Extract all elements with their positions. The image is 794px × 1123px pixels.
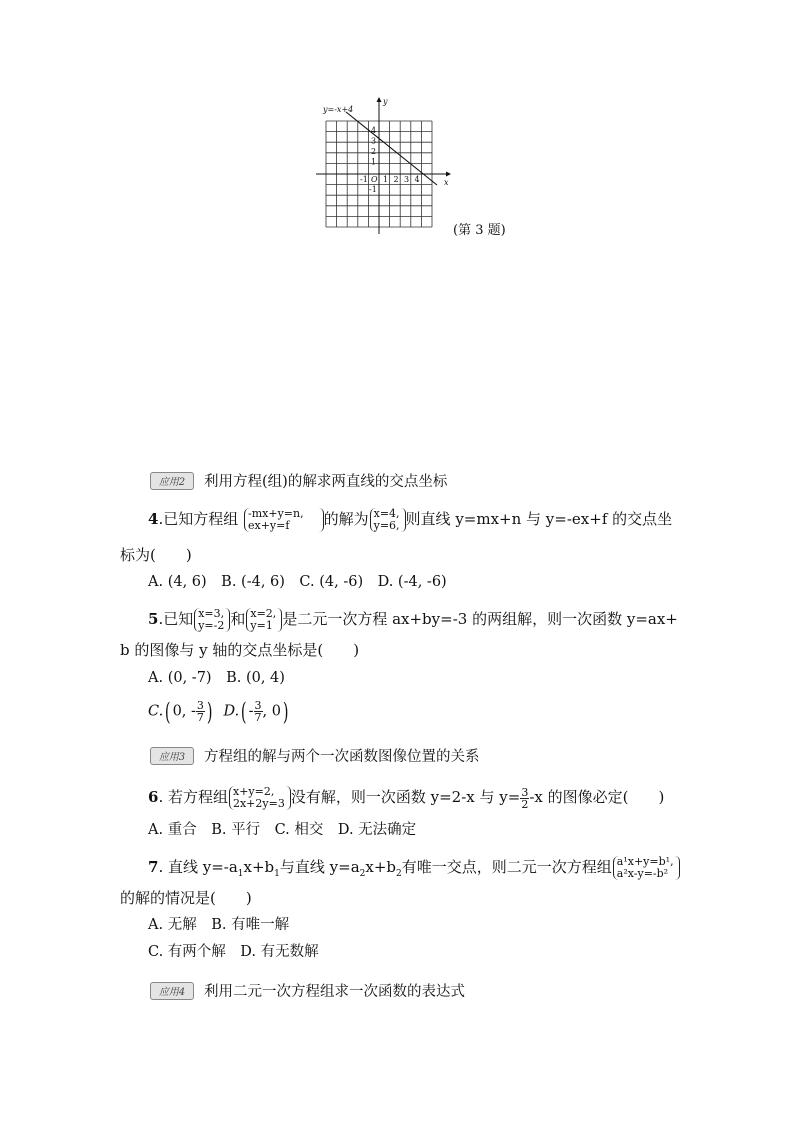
question-text: 没有解，则一次函数 y=2-x 与 y= [290,788,521,806]
y-tick-1: 1 [371,157,377,167]
numerator: 3 [521,785,529,799]
fraction [196,700,205,723]
section-badge: 应用4 [150,982,194,1000]
equation-system [229,786,285,810]
question-text: 和 [230,610,246,628]
section-heading-4 [150,980,465,1001]
question-4-line-2: 标为( ) [120,546,192,564]
option-label: C. [148,703,164,720]
question-5-options-ab: A. (0, -7) B. (0, 4) [148,670,285,686]
x-axis-label: x [444,178,449,187]
equation-row: x+y=2, [232,785,275,798]
question-7-line-1 [148,856,680,884]
question-number: 7 [148,858,159,876]
y-axis-arrow [377,97,382,102]
question-text: .已知 [158,610,194,628]
paren: ( [241,697,247,726]
question-text: 的解为 [323,510,369,528]
line-label: y=-x+4 [323,105,354,114]
section-heading-2 [150,470,447,491]
question-text: 与直线 y=a [279,858,360,876]
question-text: 有唯一交点，则二元一次方程组 [401,858,612,876]
equation-row: y=6, [373,519,400,532]
question-text: x+b [365,858,397,876]
section-heading-3 [150,745,480,766]
equation-row: 2x+2y=3 [232,797,285,810]
equation-row: y=-2 [198,619,225,632]
option-label: D. [223,703,240,720]
question-4-line-1 [148,508,672,532]
solution-system [370,508,400,532]
x-tick-1: 1 [383,175,389,184]
question-text: . 直线 y=-a [158,858,238,876]
equation-row: ex+y=f [248,519,290,532]
brace-right [675,856,680,880]
question-5-line-2: b 的图像与 y 轴的交点坐标是( ) [120,641,360,659]
subscript: 1 [274,869,280,879]
y-axis-label: y [383,97,388,106]
x-tick-3: 3 [404,175,410,184]
x-axis-arrow [446,172,451,177]
question-number: 4 [148,510,159,528]
figure-caption: (第 3 题) [453,223,506,238]
question-text: . 若方程组 [158,788,228,806]
question-5-line-1 [148,608,678,632]
equation-row: a²x-y=-b² [616,867,669,880]
question-7-line-2: 的解的情况是( ) [120,889,252,907]
denominator: 7 [254,711,262,724]
equation-row: x=2, [250,607,277,620]
question-4-options: A. (4, 6) B. (-4, 6) C. (4, -6) D. (-4, -6) [148,574,447,590]
section-badge: 应用3 [150,747,194,765]
equation-row: x=3, [198,607,225,620]
question-7-options-ab: A. 无解 B. 有唯一解 [148,917,290,933]
question-text: 则直线 y=mx+n 与 y=-ex+f 的交点坐 [405,510,673,528]
origin-label: O [371,175,378,184]
fraction [254,700,263,723]
x-tick-neg1: -1 [360,175,368,184]
y-tick-2: 2 [371,147,377,156]
x-tick-4: 4 [414,175,420,184]
question-6-line-1 [148,786,664,810]
section-title: 利用方程(组)的解求两直线的交点坐标 [204,474,448,490]
option-value: 0, - [172,703,196,720]
section-title: 方程组的解与两个一次函数图像位置的关系 [204,749,480,765]
solution-system-1 [194,608,224,632]
equation-row: x=4, [373,507,400,520]
question-6-options: A. 重合 B. 平行 C. 相交 D. 无法确定 [148,822,417,838]
equation-system [613,856,674,880]
paren: ( [165,697,171,726]
section-title: 利用二元一次方程组求一次函数的表达式 [204,984,465,1000]
section-badge: 应用2 [150,472,194,490]
paren: ) [282,697,289,726]
equation-system [244,508,304,532]
question-text: -x 的图像必定( ) [529,788,665,806]
y-tick-4: 4 [371,126,377,135]
equation-row: a¹x+y=b¹, [616,855,674,868]
paren: ) [206,697,213,726]
question-text: .已知方程组 [158,510,239,528]
x-tick-2: 2 [393,175,399,184]
denominator: 7 [196,711,204,724]
denominator: 2 [521,797,529,811]
y-tick-3: 3 [371,136,377,146]
subscript: 1 [237,869,244,879]
question-text: x+b [243,858,275,876]
question-7-options-cd: C. 有两个解 D. 有无数解 [148,944,319,960]
solution-system-2 [246,608,276,632]
y-tick-neg1: -1 [369,185,377,194]
equation-row: -mx+y=n, [248,507,304,520]
numerator: 3 [254,699,262,712]
subscript: 2 [396,869,402,879]
question-number: 6 [148,788,159,806]
numerator: 3 [196,699,204,712]
option-value: 0 [271,703,281,720]
fraction [520,787,529,810]
question-text: 是二元一次方程 ax+by=-3 的两组解，则一次函数 y=ax+ [282,610,678,628]
question-5-options-cd: C.( 0, - $\frac{3}{7}$ ) D.( - $\frac{3}{7}$ , 0) [148,697,289,726]
coordinate-grid-figure [310,92,470,242]
question-number: 5 [148,610,159,628]
subscript: 2 [359,869,366,879]
equation-row: y=1 [250,619,273,632]
